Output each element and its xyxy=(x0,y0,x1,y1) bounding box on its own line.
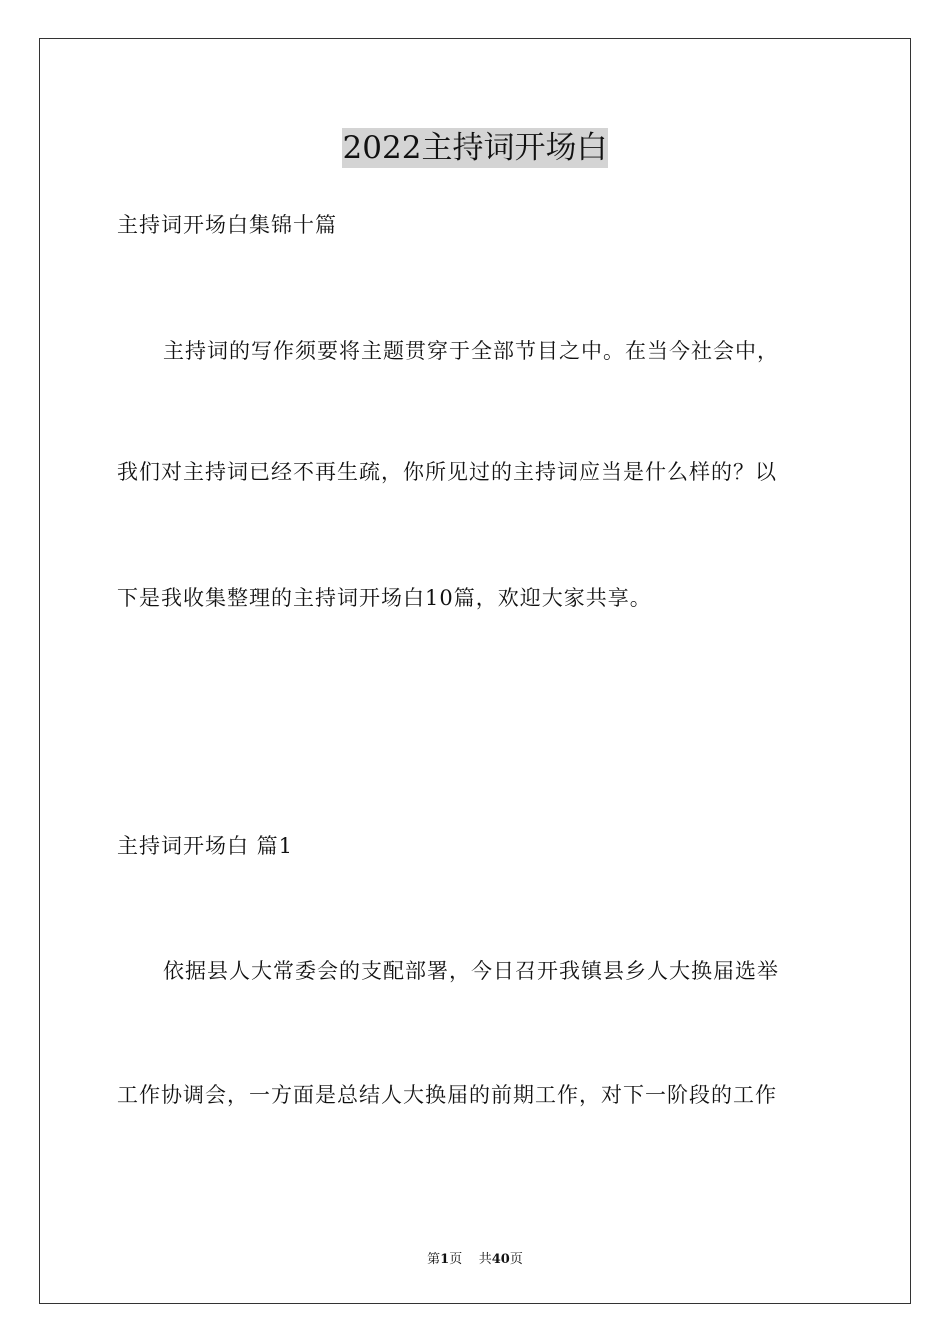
page-footer xyxy=(0,1248,950,1267)
intro-line-2: 我们对主持词已经不再生疏，你所见过的主持词应当是什么样的？以 xyxy=(117,460,777,484)
page-prefix: 第 xyxy=(427,1252,441,1267)
total-prefix: 共 xyxy=(478,1252,492,1267)
title-container xyxy=(0,128,950,168)
section-line-2: 工作协调会，一方面是总结人大换届的前期工作，对下一阶段的工作 xyxy=(117,1083,777,1107)
total-suffix: 页 xyxy=(509,1252,523,1267)
page-suffix: 页 xyxy=(449,1252,463,1267)
section-line-1: 依据县人大常委会的支配部署，今日召开我镇县乡人大换届选举 xyxy=(163,959,779,983)
intro-line-1: 主持词的写作须要将主题贯穿于全部节目之中。在当今社会中， xyxy=(163,339,779,363)
document-title: 2022主持词开场白 xyxy=(342,130,608,166)
page-number-total: 40 xyxy=(491,1252,510,1267)
page-number-current: 1 xyxy=(440,1252,450,1267)
document-subtitle: 主持词开场白集锦十篇 xyxy=(117,213,337,237)
section-heading: 主持词开场白 篇1 xyxy=(117,834,294,858)
intro-line-3: 下是我收集整理的主持词开场白10篇，欢迎大家共享。 xyxy=(117,586,652,610)
